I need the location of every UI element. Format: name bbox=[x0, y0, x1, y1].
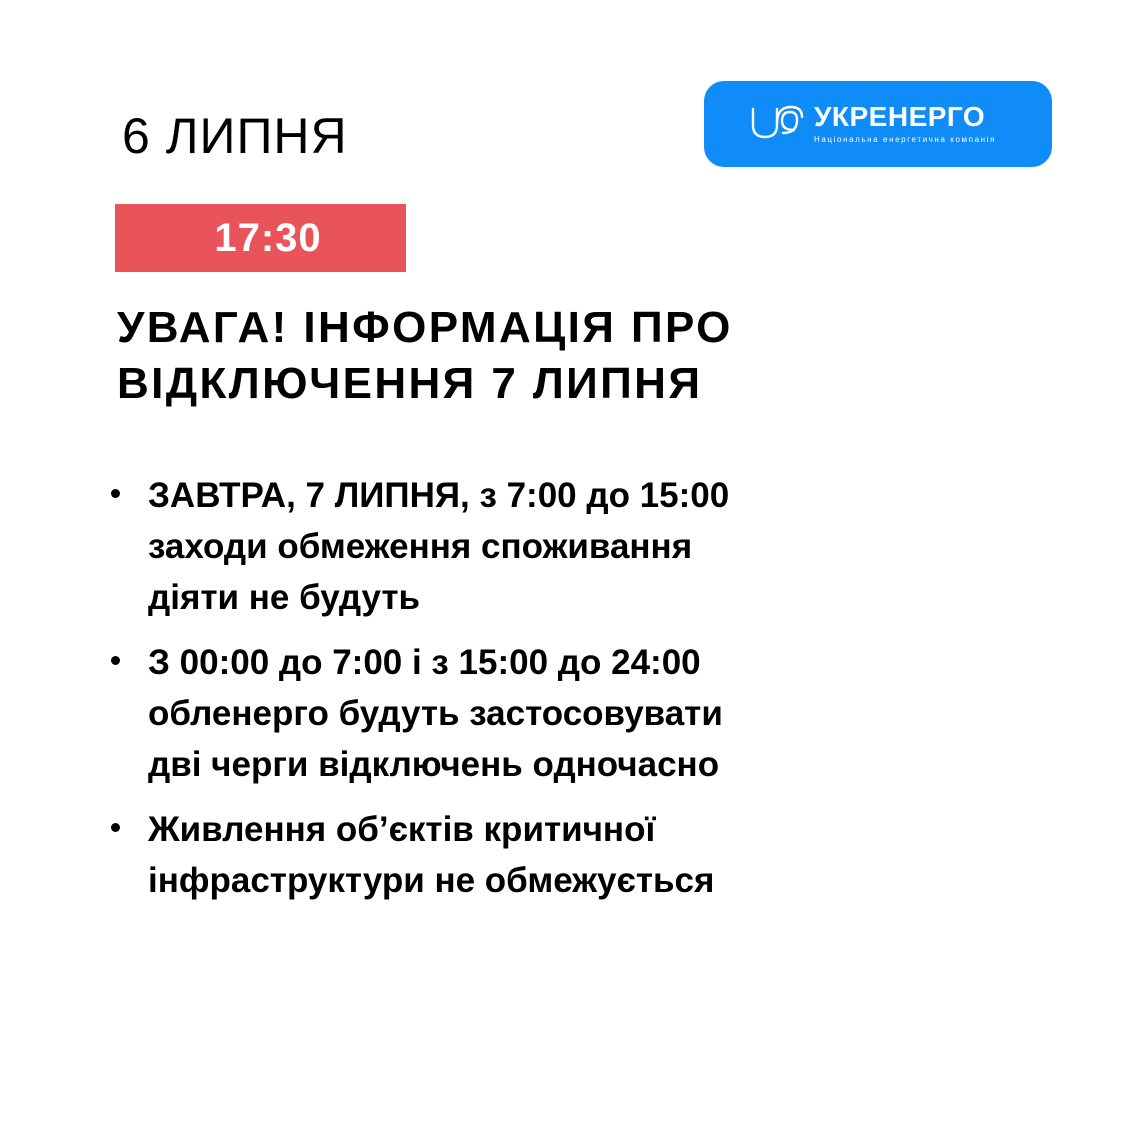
bullet-text bbox=[148, 637, 1134, 790]
logo-name: УКРЕНЕРГО bbox=[814, 101, 986, 132]
bullet-list bbox=[0, 470, 1134, 920]
headline bbox=[117, 300, 1017, 412]
bullet-dot-icon bbox=[111, 823, 120, 832]
bullet-item bbox=[0, 804, 1134, 906]
bullet-line: ЗАВТРА, 7 ЛИПНЯ, з 7:00 до 15:00 bbox=[148, 476, 730, 515]
bullet-text bbox=[148, 470, 1134, 623]
bullet-dot-icon bbox=[111, 656, 120, 665]
logo-tagline: Національна енергетична компанія bbox=[814, 135, 996, 144]
bullet-line: З 00:00 до 7:00 і з 15:00 до 24:00 bbox=[148, 643, 701, 682]
headline-line: УВАГА! ІНФОРМАЦІЯ ПРО bbox=[117, 303, 733, 352]
time-badge-label: 17:30 bbox=[214, 216, 322, 260]
ukrenergo-logo-icon bbox=[750, 103, 804, 141]
bullet-dot-icon bbox=[111, 489, 120, 498]
bullet-line: інфраструктури не обмежується bbox=[148, 861, 715, 900]
bullet-line: Живлення об’єктів критичної bbox=[148, 810, 656, 849]
bullet-line: обленерго будуть застосовувати bbox=[148, 694, 723, 733]
ukrenergo-logo bbox=[704, 81, 1052, 167]
bullet-item bbox=[0, 470, 1134, 623]
bullet-item bbox=[0, 637, 1134, 790]
time-badge bbox=[115, 204, 406, 272]
bullet-line: заходи обмеження споживання bbox=[148, 527, 693, 566]
headline-line: ВІДКЛЮЧЕННЯ 7 ЛИПНЯ bbox=[117, 359, 703, 408]
bullet-line: дві черги відключень одночасно bbox=[148, 745, 720, 784]
bullet-text bbox=[148, 804, 1134, 906]
announcement-date: 6 ЛИПНЯ bbox=[122, 108, 348, 164]
bullet-line: діяти не будуть bbox=[148, 578, 421, 617]
